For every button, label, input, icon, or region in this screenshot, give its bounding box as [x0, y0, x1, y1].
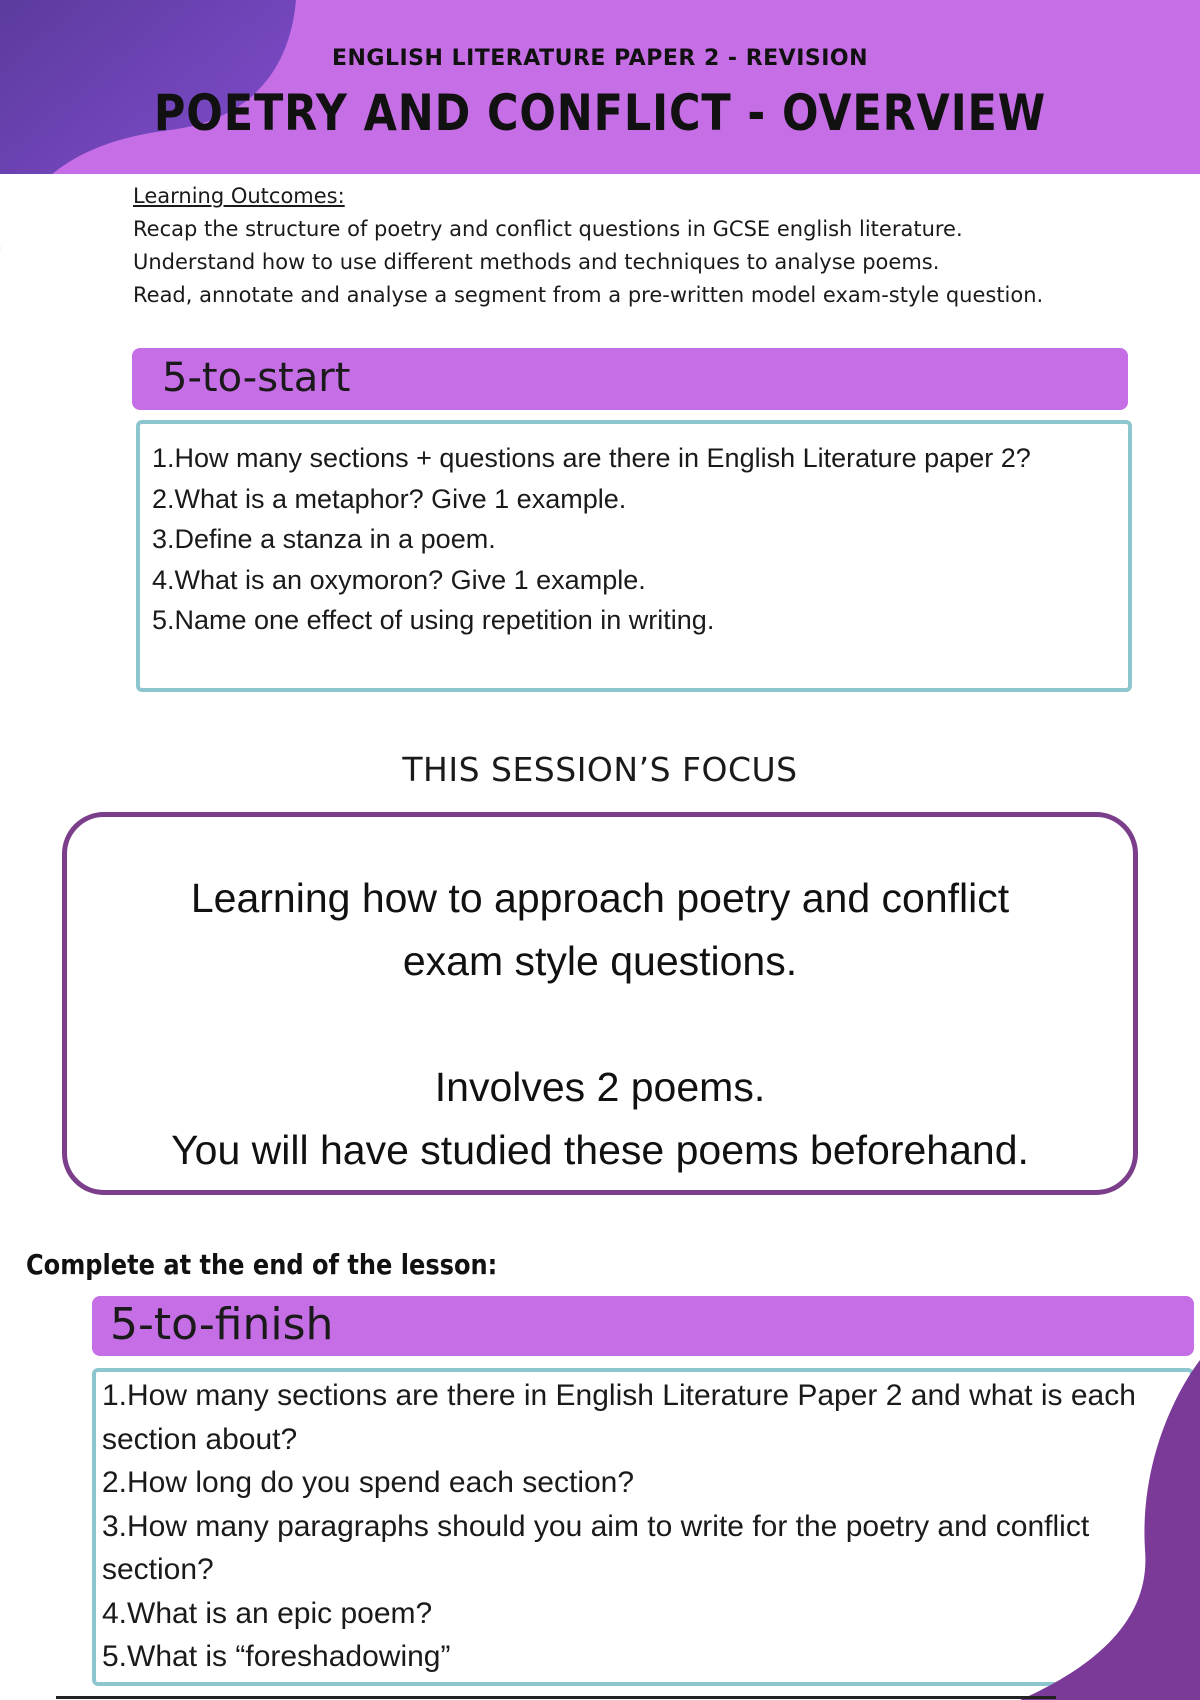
- start-question: 4.What is an oxymoron? Give 1 example.: [152, 564, 646, 595]
- learning-outcome-item: Understand how to use different methods and techniques to analyse poems.: [133, 250, 940, 274]
- complete-at-end-label: Complete at the end of the lesson:: [26, 1248, 498, 1281]
- finish-question: 2.How long do you spend each section?: [102, 1466, 635, 1499]
- start-question: 2.What is a metaphor? Give 1 example.: [152, 483, 627, 514]
- learning-outcome-item: Read, annotate and analyse a segment from a pre-written model exam-style question.: [133, 283, 1044, 307]
- five-to-start-header: 5-to-start: [132, 348, 1128, 410]
- focus-heading: THIS SESSION’S FOCUS: [402, 750, 798, 789]
- five-to-start-questions: [136, 420, 1132, 692]
- learning-outcomes: [133, 180, 1133, 312]
- page-title: POETRY AND CONFLICT - OVERVIEW: [153, 84, 1047, 142]
- focus-line: Involves 2 poems.: [434, 1064, 766, 1110]
- focus-line: You will have studied these poems beforehand.: [171, 1127, 1029, 1173]
- start-question: 5.Name one effect of using repetition in writing.: [152, 605, 715, 635]
- focus-spacer: [67, 993, 1133, 1056]
- finish-question: 3.How many paragraphs should you aim to write for the poetry and conflict section?: [102, 1509, 1090, 1586]
- focus-line: exam style questions.: [402, 938, 798, 984]
- start-question: 1.How many sections + questions are there in English Literature paper 2?: [152, 443, 1031, 473]
- start-question: 3.Define a stanza in a poem.: [152, 524, 496, 554]
- bottom-divider: [56, 1696, 1056, 1699]
- finish-question: 4.What is an epic poem?: [102, 1596, 433, 1630]
- learning-outcome-item: Recap the structure of poetry and conflict questions in GCSE english literature.: [133, 217, 963, 241]
- decorative-wave-bottom-right: [1020, 1360, 1200, 1700]
- page-subtitle: ENGLISH LITERATURE PAPER 2 - REVISION: [331, 46, 869, 71]
- focus-line: Learning how to approach poetry and conflict: [190, 875, 1010, 921]
- learning-outcomes-heading: Learning Outcomes:: [133, 184, 345, 208]
- finish-question: 1.How many sections are there in English Literature Paper 2 and what is each section about?: [102, 1379, 1136, 1456]
- finish-question: 5.What is “foreshadowing”: [102, 1640, 451, 1673]
- focus-box: [62, 812, 1138, 1195]
- five-to-finish-header: 5-to-finish: [92, 1296, 1194, 1356]
